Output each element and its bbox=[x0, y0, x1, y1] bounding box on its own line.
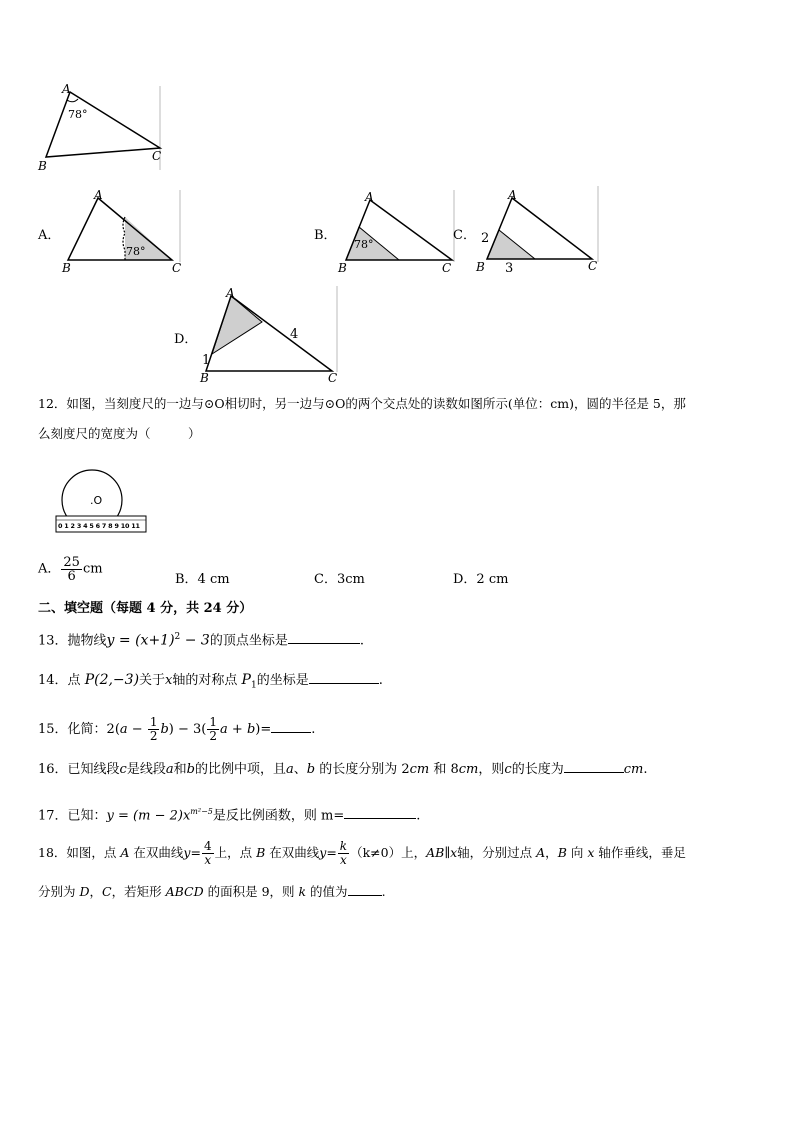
q18-t4: 在双曲线 bbox=[265, 845, 320, 860]
q18-eq2: = bbox=[326, 845, 337, 860]
q16-cm3: cm bbox=[623, 762, 644, 777]
q14-p1-sub: 1 bbox=[250, 680, 257, 691]
q18-t5: 轴，分别过点 bbox=[457, 845, 537, 860]
q16-end: . bbox=[643, 762, 648, 777]
opt-b-label-a: A bbox=[365, 190, 374, 204]
q18-line-2: 分别为 D，C，若矩形 ABCD 的面积是 9，则 k 的值为 . bbox=[38, 881, 386, 902]
main-label-c: C bbox=[152, 149, 162, 163]
q18-l2-t5: 的值为 bbox=[306, 884, 348, 899]
opt-d-side-2: 4 bbox=[290, 327, 299, 342]
opt-b-angle: 78° bbox=[354, 238, 374, 251]
q18-y1: y bbox=[183, 845, 191, 860]
circle-center-label: .O bbox=[90, 494, 103, 507]
q18-f1-num: 4 bbox=[203, 839, 212, 853]
opt-a-label-b: B bbox=[62, 261, 71, 275]
q12-option-c[interactable]: C．3cm bbox=[314, 572, 365, 587]
opt-a-label-a: A bbox=[94, 188, 103, 202]
q13-formula: y = (x+1) bbox=[106, 632, 175, 649]
q18-t6: ， bbox=[545, 845, 558, 860]
q15-half-2-den: 2 bbox=[209, 729, 218, 743]
q12-option-a-unit: cm bbox=[82, 561, 103, 577]
option-b-figure bbox=[334, 190, 459, 274]
q18-A2: A bbox=[536, 845, 546, 860]
q16-t5: 的长度分别为 2 bbox=[315, 762, 410, 777]
q13-prefix: 13．抛物线 bbox=[38, 633, 107, 649]
q14-axis: x bbox=[165, 673, 173, 688]
q17-formula: y = (m − 2)x bbox=[106, 808, 191, 824]
q15-a1: a bbox=[119, 722, 128, 737]
q15-answer-blank[interactable] bbox=[271, 718, 311, 733]
q18-frac-1 bbox=[202, 840, 214, 867]
q15-prefix: 15．化简：2( bbox=[38, 722, 120, 737]
ruler-circle-figure bbox=[54, 470, 150, 534]
q12-option-b[interactable]: B．4 cm bbox=[175, 572, 230, 587]
q16 bbox=[38, 758, 647, 780]
q15-half-1-den: 2 bbox=[149, 729, 158, 743]
q18-frac-2 bbox=[338, 840, 349, 867]
q13-exponent: 2 bbox=[174, 632, 181, 642]
q16-a2: a bbox=[285, 762, 294, 777]
q13-answer-blank[interactable] bbox=[288, 629, 360, 644]
opt-d-label-a: A bbox=[226, 286, 235, 300]
q12-line-1: 12．如图，当刻度尺的一边与⊙O相切时，另一边与⊙O的两个交点处的读数如图所示(单位：cm)，圆的半径是 5，那 bbox=[38, 396, 686, 411]
q12-a-denominator: 6 bbox=[67, 569, 76, 584]
q12-option-a[interactable] bbox=[38, 556, 103, 583]
option-b-letter[interactable]: B． bbox=[314, 228, 337, 243]
q18-xaxis: x bbox=[450, 845, 458, 860]
q13: 13．抛物线$y = (x+1)^2 - 3$的顶点坐标是 . bbox=[38, 627, 364, 651]
q15-half-2 bbox=[207, 716, 219, 743]
q18-x2: x bbox=[587, 845, 595, 860]
q18-l2-t2: ， bbox=[89, 884, 103, 899]
opt-b-label-c: C bbox=[442, 261, 452, 275]
q16-t7: ，则 bbox=[478, 762, 505, 777]
q18-l2-t4: 的面积是 9，则 bbox=[203, 884, 299, 899]
ruler-ticks: 0 1 2 3 4 5 6 7 8 9 10 11 bbox=[58, 522, 140, 530]
q18-line-1 bbox=[38, 838, 686, 868]
q15-suffix: )= bbox=[255, 722, 272, 737]
q16-c: c bbox=[119, 762, 127, 777]
opt-a-label-c: C bbox=[172, 261, 182, 275]
main-angle: 78° bbox=[68, 108, 88, 121]
q14-answer-blank[interactable] bbox=[309, 669, 379, 684]
opt-b-label-b: B bbox=[338, 261, 347, 275]
q14-mid2: 轴的对称点 bbox=[172, 673, 242, 688]
q15-plus: + bbox=[227, 722, 247, 737]
q18-f2-den: x bbox=[340, 853, 347, 867]
q18-answer-blank[interactable] bbox=[348, 881, 382, 896]
q15-a2: a bbox=[220, 722, 228, 737]
q16-b: b bbox=[186, 762, 195, 777]
q18-par: ∥ bbox=[444, 845, 451, 860]
main-label-b: B bbox=[38, 159, 47, 173]
option-c-letter[interactable]: C． bbox=[453, 228, 476, 243]
q15: 15．化简：2(a − $\frac{1}{2}$ b) − 3( $\frac{1}{2}$ a + b)= . bbox=[38, 715, 316, 743]
q16-t2: 是线段 bbox=[126, 762, 166, 777]
q16-answer-blank[interactable] bbox=[564, 758, 624, 773]
q18-l2-t3: ，若矩形 bbox=[111, 884, 166, 899]
q17-prefix: 17．已知： bbox=[38, 808, 107, 824]
q16-t6: 和 8 bbox=[429, 762, 459, 777]
opt-d-label-c: C bbox=[328, 371, 338, 385]
q18-k: k bbox=[298, 884, 307, 899]
q15-mid: ) − 3( bbox=[168, 722, 207, 737]
q16-t4: 的比例中项，且 bbox=[194, 762, 286, 777]
q18-A: A bbox=[120, 845, 130, 860]
q18-B: B bbox=[256, 845, 266, 860]
q16-b2: b bbox=[306, 762, 316, 777]
q18-f2-num: k bbox=[339, 839, 348, 853]
opt-a-angle: 78° bbox=[126, 245, 146, 258]
q16-a: a bbox=[165, 762, 174, 777]
q18-cond: （k≠0）上， bbox=[350, 845, 427, 860]
q18-t3: 上，点 bbox=[214, 845, 257, 860]
q16-cm1: cm bbox=[409, 762, 430, 777]
q18-f1-den: x bbox=[204, 853, 212, 867]
q18-eq1: = bbox=[190, 845, 201, 860]
q15-b2: b bbox=[246, 722, 256, 737]
q18-ab: AB bbox=[426, 845, 445, 860]
q12-line-2: 么刻度尺的宽度为（ ） bbox=[38, 426, 201, 441]
q18-rect: ABCD bbox=[165, 884, 204, 899]
q17-answer-blank[interactable] bbox=[344, 804, 416, 819]
q18-t2: 在双曲线 bbox=[129, 845, 184, 860]
option-d-figure bbox=[198, 286, 342, 384]
q17-suffix: 是反比例函数，则 m= bbox=[212, 808, 345, 824]
q16-t3: 和 bbox=[173, 762, 187, 777]
q14-prefix: 14．点 bbox=[38, 673, 85, 688]
q14-point: P(2,−3) bbox=[84, 672, 140, 688]
option-a-figure bbox=[60, 190, 185, 274]
q18-y2: y bbox=[319, 845, 327, 860]
q14-suffix: 的坐标是 bbox=[256, 673, 309, 688]
q15-b1: b bbox=[160, 722, 169, 737]
q18-D: D bbox=[79, 884, 90, 899]
q15-half-1 bbox=[148, 716, 160, 743]
q18-t8: 轴作垂线，垂足 bbox=[594, 845, 686, 860]
q15-half-1-num: 1 bbox=[149, 715, 158, 729]
q16-t1: 16．已知线段 bbox=[38, 762, 120, 777]
section-2-heading: 二、填空题（每题 4 分，共 24 分） bbox=[38, 601, 253, 616]
option-a-letter[interactable]: A． bbox=[38, 228, 61, 243]
q14: 14．点 P(2,−3)关于x轴的对称点 $P_1$的坐标是 . bbox=[38, 669, 383, 696]
q16-c2: c bbox=[504, 762, 512, 777]
q12-option-a-fraction bbox=[61, 556, 82, 583]
q17-exponent: m²−5 bbox=[190, 807, 213, 816]
opt-c-label-c: C bbox=[588, 259, 598, 273]
q16-cm2: cm bbox=[458, 762, 479, 777]
q18-t7: 向 bbox=[566, 845, 588, 860]
q18-l2-t1: 分别为 bbox=[38, 884, 80, 899]
q14-p1: P bbox=[241, 672, 251, 688]
q13-formula-tail: − 3 bbox=[180, 632, 210, 649]
q12-option-d[interactable]: D．2 cm bbox=[453, 572, 509, 587]
q12-option-a-letter: A． bbox=[38, 561, 61, 577]
q16-t8: 的长度为 bbox=[511, 762, 564, 777]
q18-C: C bbox=[102, 884, 112, 899]
opt-c-label-b: B bbox=[476, 260, 485, 274]
opt-c-label-a: A bbox=[508, 188, 517, 202]
q14-mid: 关于 bbox=[139, 673, 166, 688]
main-label-a: A bbox=[62, 82, 71, 96]
option-d-letter[interactable]: D． bbox=[174, 332, 198, 347]
q18-t1: 18．如图，点 bbox=[38, 845, 121, 860]
opt-c-side-1: 2 bbox=[481, 231, 490, 246]
q15-half-2-num: 1 bbox=[209, 715, 218, 729]
q17: 17．已知：$y = (m - 2)x^{m^2-5}$是反比例函数，则 m= . bbox=[38, 802, 420, 826]
q15-minus: − bbox=[127, 722, 147, 737]
q18-B2: B bbox=[557, 845, 567, 860]
q13-suffix: 的顶点坐标是 bbox=[209, 633, 288, 649]
q12-a-numerator: 25 bbox=[63, 555, 80, 570]
q16-sep: 、 bbox=[293, 762, 307, 777]
opt-d-side-1: 1 bbox=[202, 353, 211, 368]
opt-c-side-2: 3 bbox=[505, 261, 514, 276]
main-triangle-figure bbox=[34, 82, 164, 174]
option-c-figure bbox=[474, 186, 600, 274]
opt-d-label-b: B bbox=[200, 371, 209, 385]
